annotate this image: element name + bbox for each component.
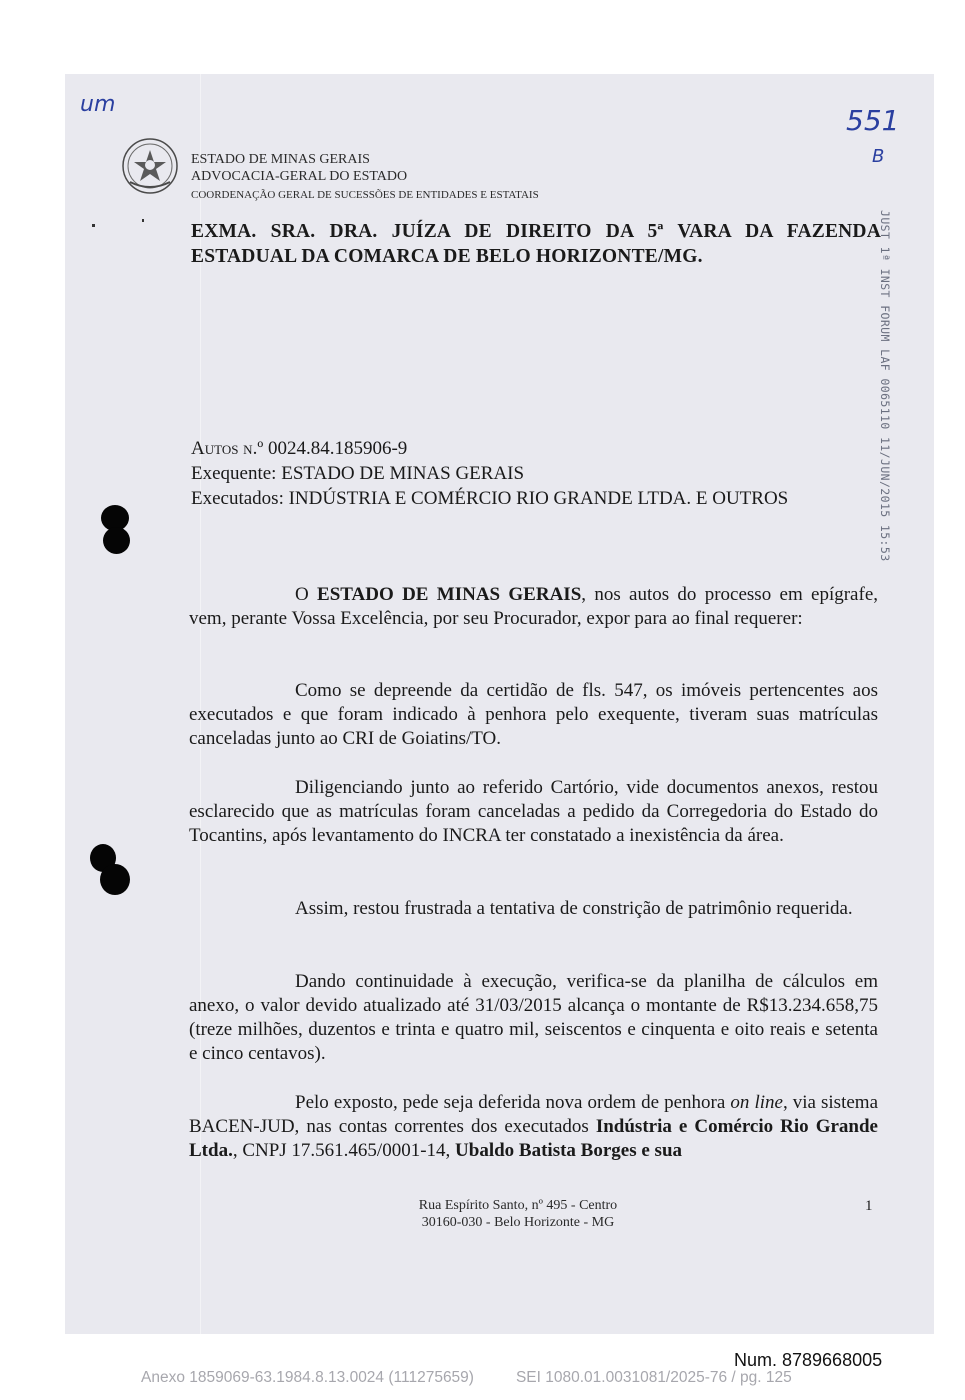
intro-start: O	[295, 584, 309, 605]
footer-address	[368, 1197, 668, 1231]
executados-line	[191, 486, 788, 511]
header-agency-name: ADVOCACIA-GERAL DO ESTADO	[191, 169, 408, 184]
pedido-cnpj: , CNPJ 17.561.465/0001-14,	[232, 1140, 451, 1161]
exequente-label: Exequente:	[191, 463, 277, 484]
executados-label: Executados:	[191, 488, 284, 509]
addressee-line-2: ESTADUAL DA COMARCA DE BELO HORIZONTE/MG.	[191, 246, 703, 267]
case-number-line	[191, 436, 788, 461]
paragraph-pedido	[189, 1091, 878, 1163]
intro-text: , nos autos do processo em epígrafe, vem, perante Vossa Excelência, por seu Procurador, expor para ao final requerer:	[189, 584, 879, 629]
footer-address-line-1: Rua Espírito Santo, nº 495 - Centro	[418, 1198, 618, 1213]
punch-hole-mark	[100, 864, 130, 895]
exequente-line	[191, 461, 788, 486]
exequente-value: ESTADO DE MINAS GERAIS	[281, 463, 525, 484]
executados-value: INDÚSTRIA E COMÉRCIO RIO GRANDE LTDA. E OUTROS	[288, 488, 789, 509]
handwritten-page-number: 551	[846, 104, 900, 137]
header-state-name: ESTADO DE MINAS GERAIS	[191, 152, 370, 167]
sei-reference: SEI 1080.01.0031081/2025-76 / pg. 125	[515, 1369, 792, 1386]
case-caption	[191, 436, 788, 511]
page-number: 1	[865, 1198, 873, 1214]
intro-party-name: ESTADO DE MINAS GERAIS	[317, 584, 582, 605]
scan-speck	[142, 219, 144, 222]
scan-speck	[92, 224, 95, 227]
punch-hole-mark	[103, 527, 130, 554]
addressee-line-1: EXMA. SRA. DRA. JUÍZA DE DIREITO DA 5ª VARA DA FAZENDA	[191, 221, 881, 242]
pedido-online: on line	[730, 1092, 783, 1113]
autos-label: Autos n.º	[191, 438, 264, 459]
paragraph-certidao: Como se depreende da certidão de fls. 547, os imóveis pertencentes aos executados e que foram indicado à penhora pelo exequente, tiveram suas matrículas canceladas junto ao CRI de Goiatins/TO.	[189, 680, 878, 749]
handwritten-mark: B	[872, 146, 885, 167]
annex-reference-bar	[141, 1369, 792, 1387]
protocol-stamp: JUST 1ª INST FORUM LAF 0065110 11/JUN/2015 15:53	[878, 210, 892, 562]
document-num-id: Num. 8789668005	[734, 1350, 883, 1370]
addressee-block	[191, 219, 881, 269]
paragraph-frustrada: Assim, restou frustrada a tentativa de constrição de patrimônio requerida.	[295, 898, 853, 919]
paragraph-diligencia: Diligenciando junto ao referido Cartório, vide documentos anexos, restou esclarecido que as matrículas foram canceladas a pedido da Corregedoria do Estado do Tocantins, após levantamento do INCRA ter constatado a inexistência da área.	[189, 777, 878, 846]
header-department-name: COORDENAÇÃO GERAL DE SUCESSÕES DE ENTIDADES E ESTATAIS	[191, 189, 539, 201]
pedido-text-a: Pelo exposto, pede seja deferida nova ordem de penhora	[295, 1092, 726, 1113]
pedido-text-b: , via sistema BACEN-JUD, nas contas correntes dos executados	[189, 1092, 879, 1137]
pedido-person-name: Ubaldo Batista Borges e sua	[455, 1140, 683, 1161]
autos-number: 0024.84.185906-9	[267, 438, 408, 459]
footer-address-line-2: 30160-030 - Belo Horizonte - MG	[421, 1215, 615, 1230]
pedido-company-name: Indústria e Comércio Rio Grande Ltda.	[189, 1116, 878, 1161]
paragraph-valor-devido: Dando continuidade à execução, verifica-se da planilha de cálculos em anexo, o valor devido atualizado até 31/03/2015 alcança o montante de R$13.234.658,75 (treze milhões, duzentos e trinta e quatro mil, seiscentos e cinquenta e oito reais e setenta e cinco centavos).	[189, 971, 878, 1064]
handwritten-initials: um	[80, 92, 116, 117]
paragraph-intro	[189, 583, 878, 631]
annex-reference: Anexo 1859069-63.1984.8.13.0024 (111275659)	[141, 1369, 474, 1386]
state-coat-of-arms-seal	[120, 136, 180, 196]
